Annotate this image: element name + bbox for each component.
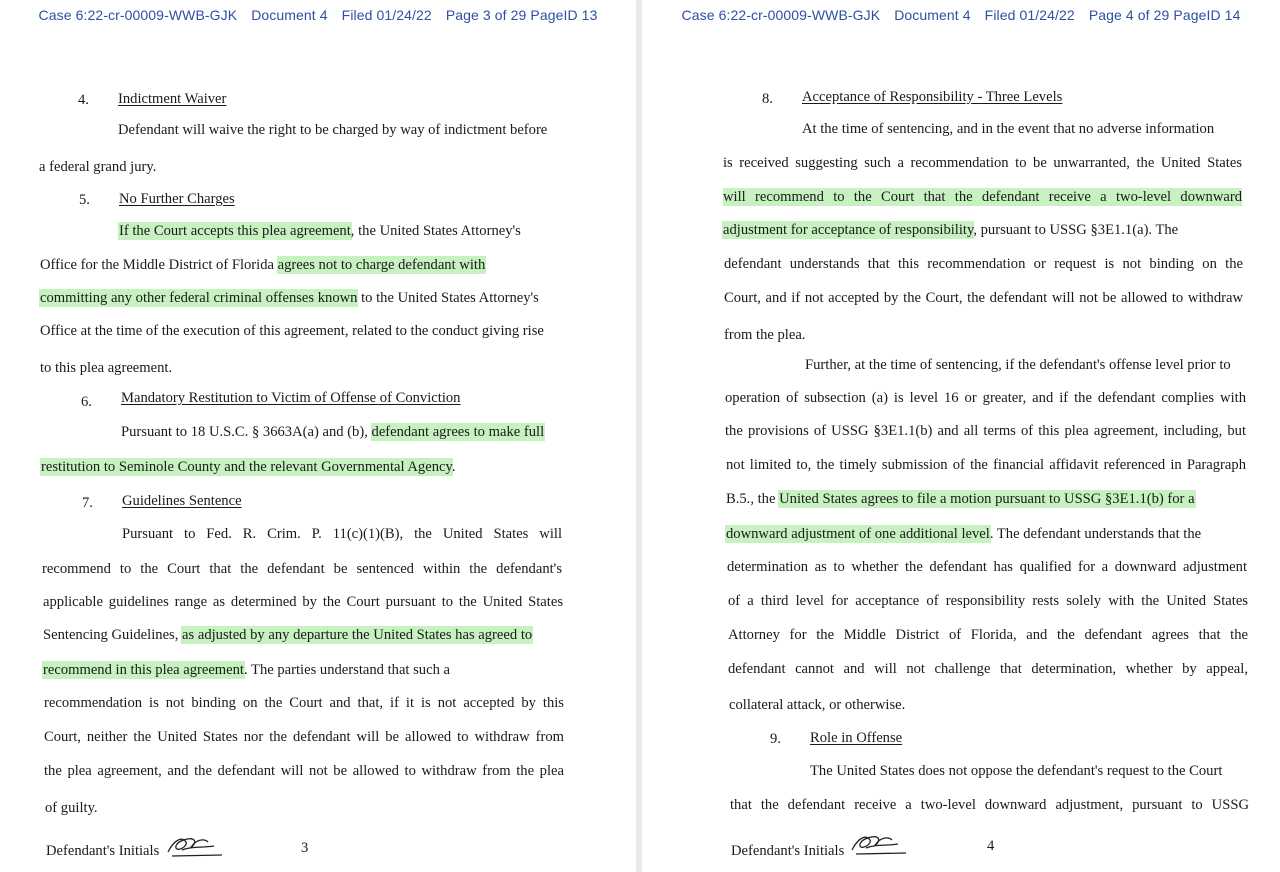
section-heading: Mandatory Restitution to Victim of Offense of Conviction bbox=[121, 390, 461, 406]
highlighted-text: recommend in this plea agreement bbox=[43, 662, 244, 678]
paragraph-line: applicable guidelines range as determined by the Court pursuant to the United States bbox=[43, 594, 563, 610]
paragraph-line: a federal grand jury. bbox=[39, 159, 157, 175]
page-number: 3 bbox=[301, 840, 309, 856]
section-heading: Acceptance of Responsibility - Three Levels bbox=[802, 89, 1063, 105]
paragraph-line: defendant understands that this recommendation or request is not binding on the bbox=[724, 256, 1243, 272]
paragraph-line bbox=[40, 289, 539, 307]
paragraph-line: Further, at the time of sentencing, if the defendant's offense level prior to bbox=[805, 357, 1231, 373]
case-number: Case 6:22-cr-00009-WWB-GJK bbox=[38, 7, 238, 23]
initials-signature-icon bbox=[848, 830, 908, 858]
section-heading: Role in Offense bbox=[810, 730, 903, 746]
document-page-3 bbox=[0, 0, 636, 872]
paragraph-line: determination as to whether the defendant has qualified for a downward adjustment bbox=[727, 559, 1247, 575]
section-heading: No Further Charges bbox=[119, 191, 235, 207]
text-run: B.5., the bbox=[726, 491, 780, 507]
section-heading: Indictment Waiver bbox=[118, 91, 227, 107]
section-heading: Guidelines Sentence bbox=[122, 493, 242, 509]
defendant-initials-label: Defendant's Initials bbox=[46, 843, 160, 859]
paragraph-line: operation of subsection (a) is level 16 or greater, and if the defendant complies with bbox=[725, 390, 1246, 406]
text-run: . The parties understand that such a bbox=[244, 662, 451, 678]
paragraph-line: that the defendant receive a two-level downward adjustment, pursuant to USSG bbox=[730, 797, 1249, 813]
text-run: Sentencing Guidelines, bbox=[43, 627, 183, 643]
document-number: Document 4 bbox=[894, 7, 971, 23]
page-header bbox=[0, 7, 636, 23]
case-number: Case 6:22-cr-00009-WWB-GJK bbox=[681, 7, 881, 23]
paragraph-line: At the time of sentencing, and in the event that no adverse information bbox=[802, 121, 1215, 137]
highlighted-text: If the Court accepts this plea agreement bbox=[119, 223, 351, 239]
highlighted-text: as adjusted by any departure the United States has agreed to bbox=[182, 627, 533, 643]
text-run: , the United States Attorney's bbox=[350, 223, 521, 239]
paragraph-line: the provisions of USSG §3E1.1(b) and all terms of this plea agreement, including, but bbox=[725, 423, 1246, 439]
highlighted-text: United States agrees to file a motion pursuant to USSG §3E1.1(b) for a bbox=[779, 491, 1195, 507]
paragraph-line bbox=[726, 525, 1201, 543]
paragraph-line: Office at the time of the execution of this agreement, related to the conduct giving rise bbox=[40, 323, 544, 339]
paragraph-line bbox=[121, 423, 544, 441]
section-number: 8. bbox=[762, 91, 773, 107]
highlighted-text: defendant agrees to make full bbox=[371, 424, 545, 440]
filed-date: Filed 01/24/22 bbox=[984, 7, 1075, 23]
initials-signature-icon bbox=[164, 832, 224, 860]
highlighted-text: agrees not to charge defendant with bbox=[277, 257, 486, 273]
page-id: Page 4 of 29 PageID 14 bbox=[1088, 7, 1241, 23]
paragraph-line bbox=[119, 222, 521, 240]
paragraph-line: to this plea agreement. bbox=[40, 360, 173, 376]
paragraph-line: defendant cannot and will not challenge that determination, whether by appeal, bbox=[728, 661, 1248, 677]
paragraph-line: the plea agreement, and the defendant will not be allowed to withdraw from the plea bbox=[44, 763, 564, 779]
highlighted-text: adjustment for acceptance of responsibility bbox=[723, 222, 974, 238]
text-run: . The defendant understands that the bbox=[989, 526, 1202, 542]
text-run: , pursuant to USSG §3E1.1(a). The bbox=[973, 222, 1179, 238]
paragraph-line bbox=[40, 256, 485, 274]
defendant-initials-label: Defendant's Initials bbox=[731, 843, 845, 859]
highlighted-text: downward adjustment of one additional level bbox=[726, 526, 990, 542]
section-number: 4. bbox=[78, 92, 89, 108]
page-number: 4 bbox=[987, 838, 995, 854]
page-id: Page 3 of 29 PageID 13 bbox=[445, 7, 598, 23]
filed-date: Filed 01/24/22 bbox=[341, 7, 432, 23]
paragraph-line: The United States does not oppose the defendant's request to the Court bbox=[810, 763, 1223, 779]
paragraph-line: Attorney for the Middle District of Florida, and the defendant agrees that the bbox=[728, 627, 1248, 643]
paragraph-line: Defendant will waive the right to be charged by way of indictment before bbox=[118, 122, 548, 138]
text-run: Pursuant to 18 U.S.C. § 3663A(a) and (b), bbox=[121, 424, 372, 440]
text-run: Office for the Middle District of Florida bbox=[40, 257, 278, 273]
section-number: 6. bbox=[81, 394, 92, 410]
section-number: 7. bbox=[82, 495, 93, 511]
paragraph-line bbox=[726, 490, 1195, 508]
section-number: 9. bbox=[770, 731, 781, 747]
paragraph-line: recommend to the Court that the defendant be sentenced within the defendant's bbox=[42, 561, 562, 577]
page-header bbox=[642, 7, 1280, 23]
paragraph-line: Court, neither the United States nor the defendant will be allowed to withdraw from bbox=[44, 729, 564, 745]
paragraph-line: from the plea. bbox=[724, 327, 806, 343]
text-run: . bbox=[451, 459, 456, 475]
paragraph-line: of a third level for acceptance of responsibility rests solely with the United States bbox=[728, 593, 1248, 609]
paragraph-line bbox=[43, 626, 532, 644]
highlighted-text: restitution to Seminole County and the relevant Governmental Agency bbox=[41, 459, 452, 475]
paragraph-line bbox=[723, 221, 1178, 239]
paragraph-line bbox=[723, 188, 1242, 206]
text-run: to the United States Attorney's bbox=[357, 290, 539, 306]
section-number: 5. bbox=[79, 192, 90, 208]
paragraph-line: of guilty. bbox=[45, 800, 98, 816]
document-number: Document 4 bbox=[251, 7, 328, 23]
highlighted-text: committing any other federal criminal offenses known bbox=[40, 290, 358, 306]
paragraph-line bbox=[43, 661, 450, 679]
paragraph-line: Pursuant to Fed. R. Crim. P. 11(c)(1)(B), the United States will bbox=[122, 526, 562, 542]
paragraph-line: not limited to, the timely submission of the financial affidavit referenced in Paragraph bbox=[726, 457, 1246, 473]
paragraph-line: collateral attack, or otherwise. bbox=[729, 697, 906, 713]
highlighted-text: will recommend to the Court that the defendant receive a two-level downward bbox=[723, 189, 1242, 205]
paragraph-line: Court, and if not accepted by the Court, the defendant will not be allowed to withdraw bbox=[724, 290, 1243, 306]
paragraph-line: is received suggesting such a recommendation to be unwarranted, the United States bbox=[723, 155, 1242, 171]
document-page-4 bbox=[642, 0, 1280, 872]
paragraph-line: recommendation is not binding on the Court and that, if it is not accepted by this bbox=[44, 695, 564, 711]
paragraph-line bbox=[41, 458, 455, 476]
